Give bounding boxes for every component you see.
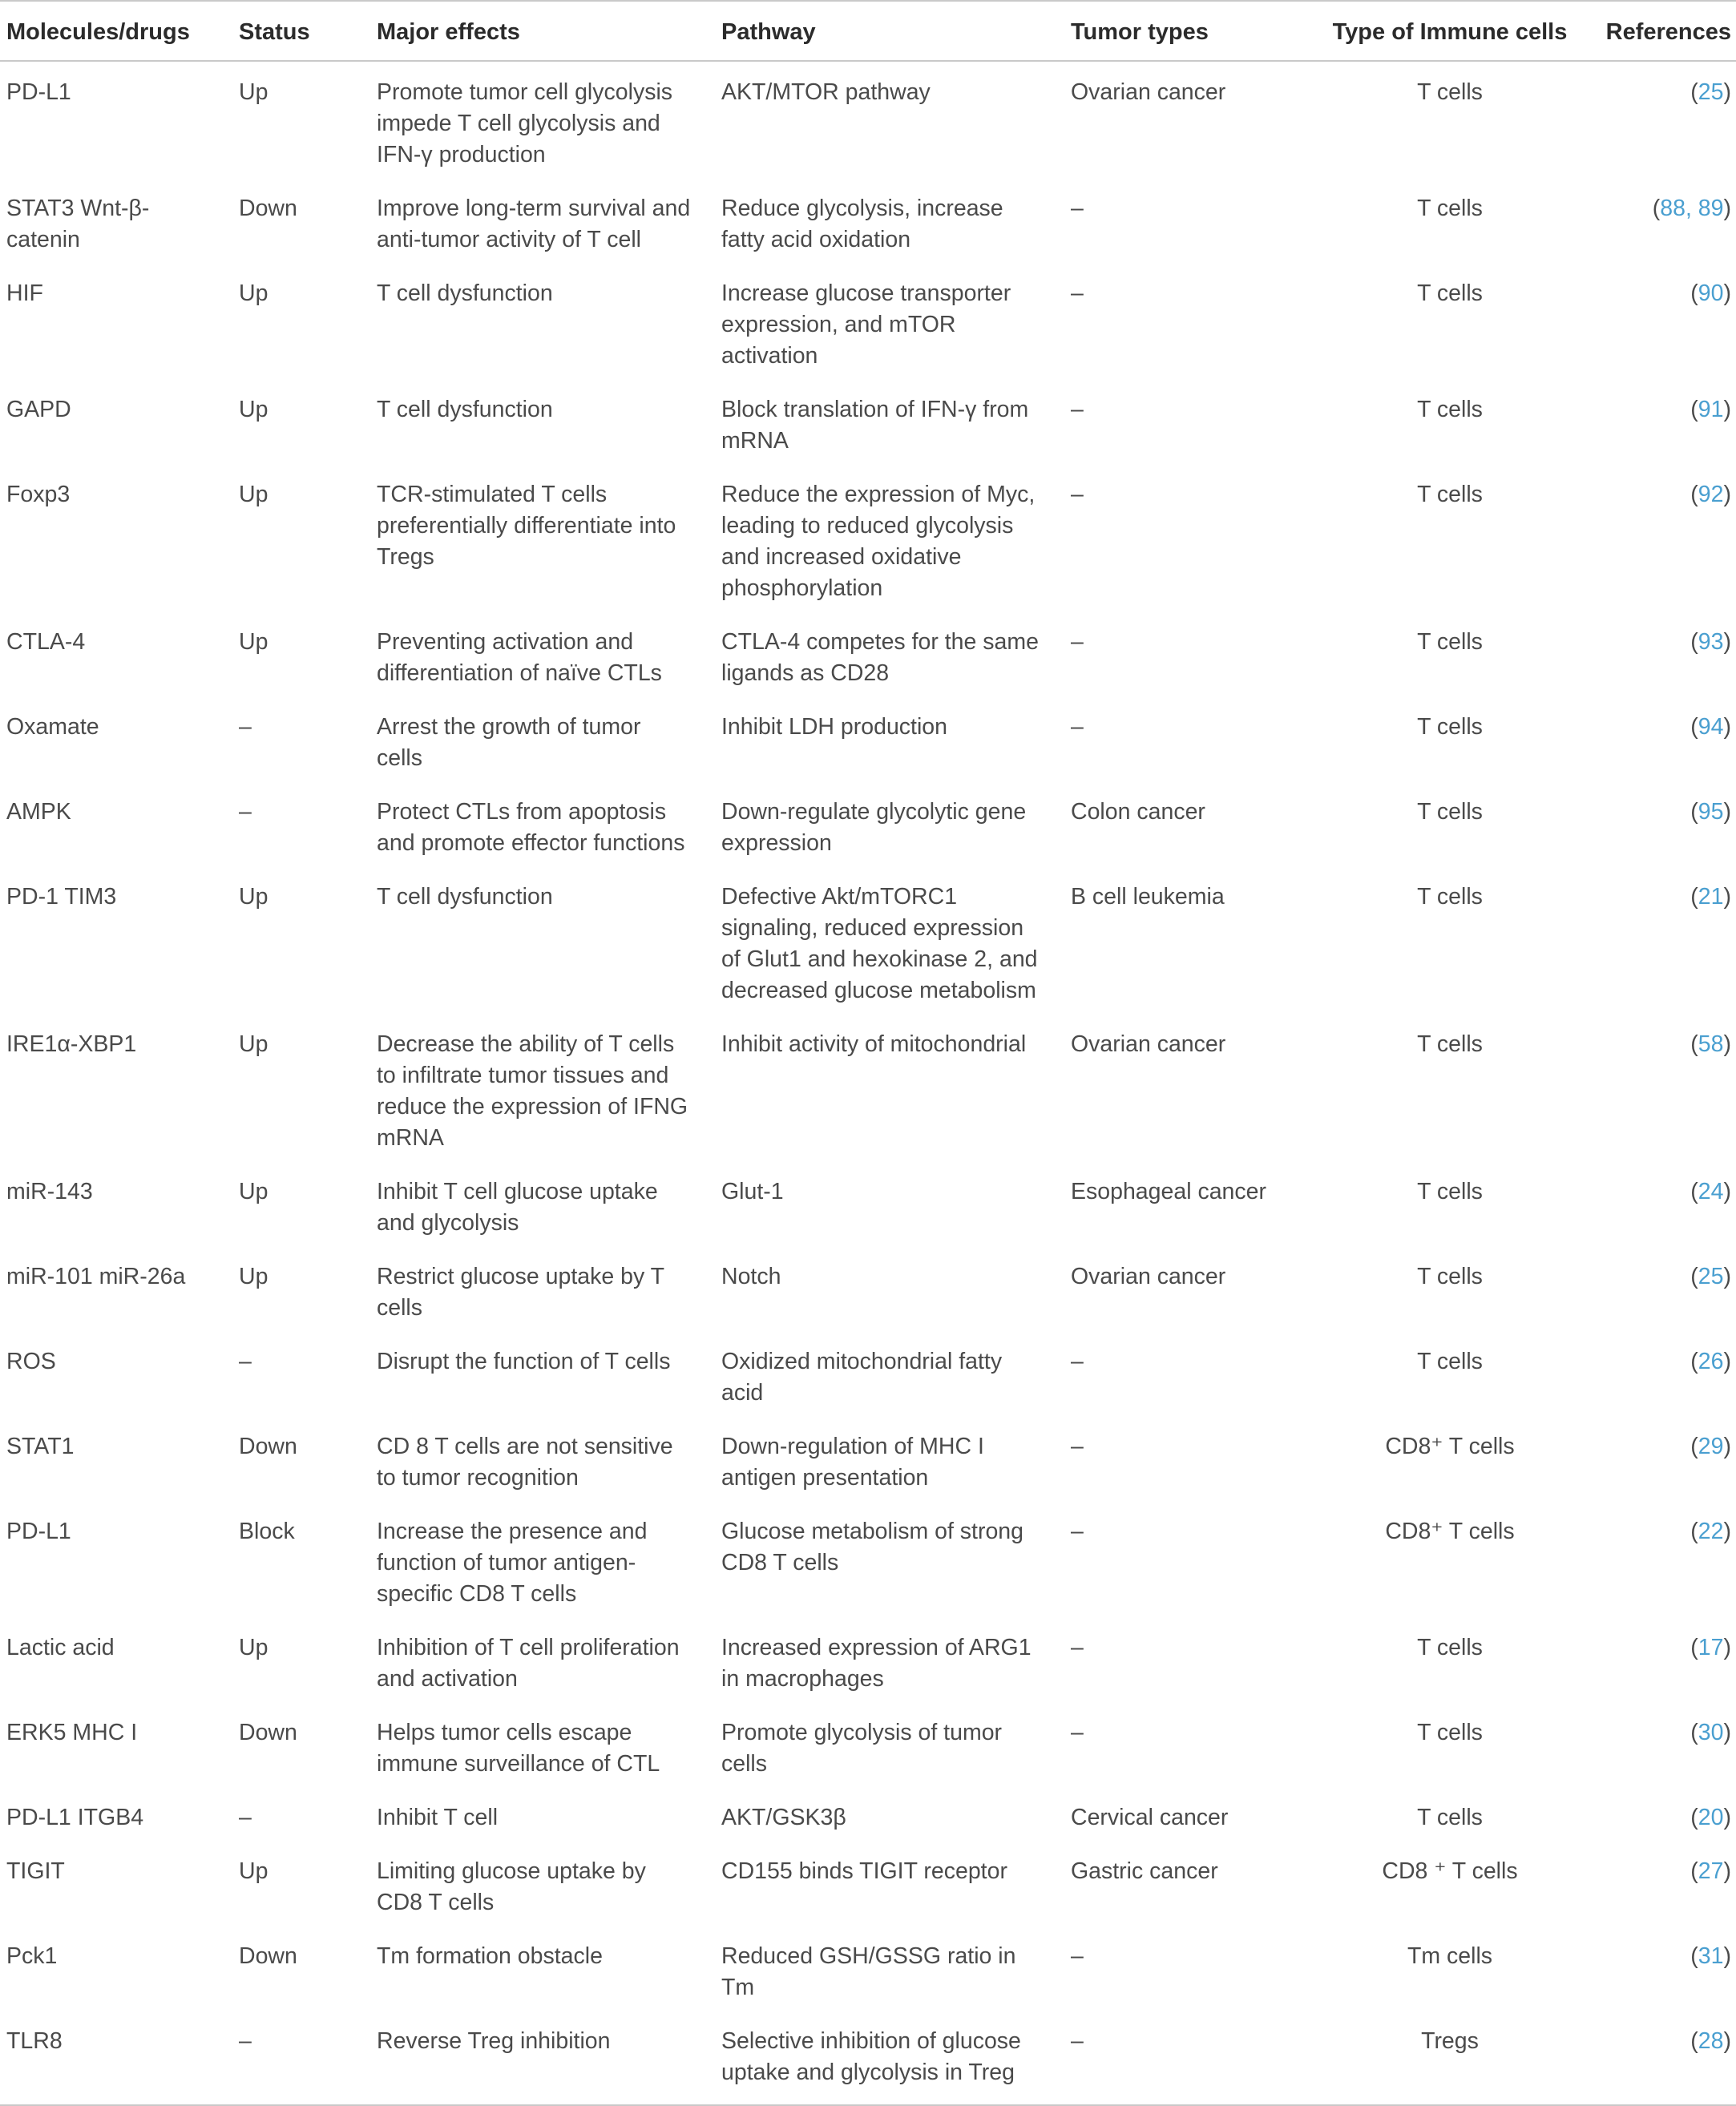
cell-immune-cells: T cells: [1417, 1805, 1483, 1830]
cell-reference: [1597, 379, 1736, 464]
table-row: [0, 866, 1736, 1014]
cell-status: Up: [239, 884, 268, 910]
ref-close-paren: ): [1723, 1943, 1731, 1969]
cell-major-effects: Reverse Treg inhibition: [370, 2011, 715, 2105]
cell-major-effects: Decrease the ability of T cells to infiltrate tumor tissues and reduce the expression of IFNG mRNA: [377, 1031, 688, 1151]
table-row: [0, 1926, 1736, 2011]
cell-reference: [1597, 1331, 1736, 1416]
ref-open-paren: (: [1690, 482, 1698, 507]
reference-link[interactable]: 28: [1698, 2028, 1724, 2054]
table-row: [0, 1841, 1736, 1926]
cell-tumor-type: –: [1071, 1434, 1084, 1459]
ref-close-paren: ): [1723, 79, 1731, 105]
table-row: [0, 1501, 1736, 1617]
ref-close-paren: ): [1723, 1858, 1731, 1884]
cell-status: Up: [239, 79, 268, 105]
cell-tumor-type: Ovarian cancer: [1071, 79, 1226, 105]
ref-close-paren: ): [1723, 1349, 1731, 1374]
cell-reference: [1597, 1841, 1736, 1926]
cell-tumor-type: Cervical cancer: [1071, 1805, 1229, 1830]
ref-close-paren: ): [1723, 1031, 1731, 1057]
cell-immune-cells: T cells: [1417, 196, 1483, 221]
cell-reference: [1597, 263, 1736, 379]
cell-immune-cells: Tregs: [1303, 2011, 1597, 2105]
cell-reference: [1597, 1246, 1736, 1331]
reference-link[interactable]: 27: [1698, 1858, 1724, 1884]
cell-tumor-type: –: [1071, 196, 1084, 221]
cell-tumor-type: Esophageal cancer: [1071, 1179, 1267, 1204]
ref-open-paren: (: [1690, 714, 1698, 740]
cell-status: Down: [239, 1943, 297, 1969]
cell-molecule: STAT1: [6, 1434, 75, 1459]
table-row: [0, 1702, 1736, 1787]
cell-status: –: [239, 1349, 252, 1374]
reference-link[interactable]: 30: [1698, 1720, 1724, 1745]
cell-status: Up: [239, 1179, 268, 1204]
cell-status: –: [239, 799, 252, 825]
table-row: [0, 696, 1736, 781]
cell-molecule: GAPD: [6, 397, 71, 422]
ref-open-paren: (: [1690, 280, 1698, 306]
cell-molecule: CTLA-4: [6, 629, 86, 655]
cell-pathway: Down-regulation of MHC I antigen presentation: [721, 1434, 984, 1491]
ref-close-paren: ): [1723, 1805, 1731, 1830]
cell-immune-cells: T cells: [1417, 884, 1483, 910]
cell-immune-cells: T cells: [1417, 714, 1483, 740]
cell-molecule: Lactic acid: [6, 1635, 115, 1660]
cell-immune-cells: T cells: [1417, 1031, 1483, 1057]
ref-open-paren: (: [1690, 884, 1698, 910]
ref-open-paren: (: [1690, 629, 1698, 655]
cell-pathway: AKT/GSK3β: [721, 1805, 846, 1830]
cell-molecule: TIGIT: [6, 1858, 65, 1884]
cell-reference: [1597, 1702, 1736, 1787]
ref-close-paren: ): [1723, 1434, 1731, 1459]
cell-reference: [1597, 781, 1736, 866]
table-body: [0, 61, 1736, 2105]
cell-immune-cells: T cells: [1417, 1635, 1483, 1660]
header-row: [0, 1, 1736, 61]
cell-immune-cells: T cells: [1417, 397, 1483, 422]
cell-major-effects: CD 8 T cells are not sensitive to tumor recognition: [377, 1434, 673, 1491]
cell-tumor-type: –: [1064, 2011, 1303, 2105]
reference-link[interactable]: 21: [1698, 884, 1724, 910]
cell-reference: [1597, 1926, 1736, 2011]
cell-tumor-type: –: [1071, 280, 1084, 306]
cell-molecule: ROS: [6, 1349, 56, 1374]
ref-close-paren: ): [1723, 629, 1731, 655]
ref-open-paren: (: [1690, 799, 1698, 825]
cell-molecule: PD-L1: [6, 79, 71, 105]
cell-status: –: [224, 2011, 370, 2105]
cell-reference: [1597, 61, 1736, 178]
cell-molecule: HIF: [6, 280, 43, 306]
cell-status: Block: [239, 1519, 295, 1544]
cell-immune-cells: T cells: [1417, 1720, 1483, 1745]
cell-status: Up: [239, 1635, 268, 1660]
cell-immune-cells: T cells: [1417, 1264, 1483, 1289]
cell-reference: [1597, 866, 1736, 1014]
cell-immune-cells: T cells: [1417, 799, 1483, 825]
cell-major-effects: Improve long-term survival and anti-tumor activity of T cell: [377, 196, 691, 252]
cell-major-effects: Inhibit T cell glucose uptake and glycolysis: [377, 1179, 658, 1236]
reference-link[interactable]: 88, 89: [1660, 196, 1724, 221]
reference-link[interactable]: 93: [1698, 629, 1724, 655]
table-row: [0, 1014, 1736, 1161]
cell-immune-cells: T cells: [1417, 629, 1483, 655]
cell-tumor-type: –: [1071, 629, 1084, 655]
ref-close-paren: ): [1723, 1179, 1731, 1204]
ref-close-paren: ): [1723, 1635, 1731, 1660]
cell-status: Up: [239, 280, 268, 306]
ref-open-paren: (: [1652, 196, 1661, 221]
cell-tumor-type: –: [1071, 1943, 1084, 1969]
table-row: [0, 781, 1736, 866]
ref-open-paren: (: [1690, 1179, 1698, 1204]
cell-immune-cells: T cells: [1417, 1349, 1483, 1374]
table-row: [0, 611, 1736, 696]
cell-molecule: STAT3 Wnt-β-catenin: [6, 196, 150, 252]
cell-immune-cells: T cells: [1417, 280, 1483, 306]
ref-close-paren: ): [1723, 1519, 1731, 1544]
cell-tumor-type: –: [1071, 1720, 1084, 1745]
cell-status: Down: [239, 1434, 297, 1459]
cell-pathway: Glut-1: [721, 1179, 784, 1204]
reference-link[interactable]: 24: [1698, 1179, 1724, 1204]
cell-reference: [1597, 696, 1736, 781]
reference-link[interactable]: 22: [1698, 1519, 1724, 1544]
cell-pathway: Defective Akt/mTORC1 signaling, reduced expression of Glut1 and hexokinase 2, and decreased glucose metabolism: [721, 884, 1038, 1003]
cell-status: Up: [239, 629, 268, 655]
ref-open-paren: (: [1690, 1943, 1698, 1969]
cell-tumor-type: Ovarian cancer: [1071, 1031, 1226, 1057]
table-row: [0, 1246, 1736, 1331]
cell-status: Up: [239, 1858, 268, 1884]
header-status: Status: [224, 1, 370, 61]
cell-pathway: Reduce the expression of Myc, leading to reduced glycolysis and increased oxidative phosphorylation: [721, 482, 1036, 601]
cell-reference: [1597, 1787, 1736, 1841]
cell-pathway: Increase glucose transporter expression, and mTOR activation: [721, 280, 1011, 369]
cell-status: Down: [239, 196, 297, 221]
ref-open-paren: (: [1690, 1434, 1698, 1459]
ref-open-paren: (: [1690, 397, 1698, 422]
ref-open-paren: (: [1690, 1720, 1698, 1745]
cell-tumor-type: –: [1071, 1635, 1084, 1660]
reference-link[interactable]: 92: [1698, 482, 1724, 507]
cell-reference: [1597, 178, 1736, 263]
cell-immune-cells: Tm cells: [1407, 1943, 1493, 1969]
table-row: [0, 263, 1736, 379]
cell-molecule: miR-143: [6, 1179, 93, 1204]
reference-link[interactable]: 26: [1698, 1349, 1724, 1374]
cell-status: Up: [239, 1031, 268, 1057]
ref-close-paren: ): [1723, 196, 1731, 221]
cell-molecule: IRE1α-XBP1: [6, 1031, 137, 1057]
cell-tumor-type: –: [1071, 397, 1084, 422]
reference-link[interactable]: 95: [1698, 799, 1724, 825]
cell-tumor-type: B cell leukemia: [1071, 884, 1225, 910]
cell-reference: [1597, 1161, 1736, 1246]
cell-immune-cells: CD8 ⁺ T cells: [1382, 1858, 1518, 1884]
cell-reference: [1597, 1416, 1736, 1501]
ref-open-paren: (: [1690, 2028, 1698, 2054]
cell-major-effects: Arrest the growth of tumor cells: [377, 714, 641, 771]
ref-close-paren: ): [1723, 799, 1731, 825]
cell-molecule: Oxamate: [6, 714, 99, 740]
cell-pathway: Oxidized mitochondrial fatty acid: [721, 1349, 1003, 1406]
header-immune-cells: Type of Immune cells: [1303, 1, 1597, 61]
cell-molecule: TLR8: [0, 2011, 224, 2105]
cell-major-effects: Limiting glucose uptake by CD8 T cells: [377, 1858, 646, 1915]
cell-status: Up: [239, 482, 268, 507]
cell-major-effects: Helps tumor cells escape immune surveillance of CTL: [377, 1720, 660, 1777]
reference-link[interactable]: 17: [1698, 1635, 1724, 1660]
cell-molecule: ERK5 MHC I: [6, 1720, 138, 1745]
reference-link[interactable]: 25: [1698, 1264, 1724, 1289]
cell-immune-cells: T cells: [1417, 1179, 1483, 1204]
cell-molecule: PD-L1 ITGB4: [6, 1805, 144, 1830]
cell-major-effects: Protect CTLs from apoptosis and promote effector functions: [377, 799, 685, 856]
cell-major-effects: Increase the presence and function of tumor antigen-specific CD8 T cells: [377, 1519, 648, 1607]
header-molecules: Molecules/drugs: [0, 1, 224, 61]
cell-tumor-type: Colon cancer: [1071, 799, 1205, 825]
cell-reference: [1597, 611, 1736, 696]
reference-link[interactable]: 25: [1698, 79, 1724, 105]
table-row: [0, 1787, 1736, 1841]
cell-major-effects: Disrupt the function of T cells: [377, 1349, 671, 1374]
ref-open-paren: (: [1690, 1635, 1698, 1660]
cell-major-effects: Inhibit T cell: [377, 1805, 499, 1830]
cell-major-effects: T cell dysfunction: [377, 884, 553, 910]
cell-immune-cells: T cells: [1417, 79, 1483, 105]
ref-open-paren: (: [1690, 1349, 1698, 1374]
table-header: [0, 1, 1736, 61]
header-pathway: Pathway: [715, 1, 1064, 61]
cell-tumor-type: –: [1071, 714, 1084, 740]
cell-status: –: [239, 1805, 252, 1830]
cell-major-effects: Promote tumor cell glycolysis impede T cell glycolysis and IFN-γ production: [377, 79, 673, 167]
cell-immune-cells: CD8⁺ T cells: [1385, 1434, 1515, 1459]
cell-major-effects: Restrict glucose uptake by T cells: [377, 1264, 664, 1321]
cell-pathway: Glucose metabolism of strong CD8 T cells: [721, 1519, 1023, 1575]
ref-close-paren: ): [1723, 884, 1731, 910]
table-row: [0, 1617, 1736, 1702]
table-row: [0, 61, 1736, 178]
cell-immune-cells: CD8⁺ T cells: [1385, 1519, 1515, 1544]
cell-major-effects: Inhibition of T cell proliferation and activation: [377, 1635, 680, 1692]
ref-open-paren: (: [1690, 1264, 1698, 1289]
header-tumor-types: Tumor types: [1064, 1, 1303, 61]
cell-pathway: Selective inhibition of glucose uptake and glycolysis in Treg: [715, 2011, 1064, 2105]
ref-close-paren: ): [1723, 397, 1731, 422]
cell-pathway: Increased expression of ARG1 in macrophages: [721, 1635, 1032, 1692]
header-effects: Major effects: [370, 1, 715, 61]
cell-status: Up: [239, 397, 268, 422]
ref-open-paren: (: [1690, 79, 1698, 105]
cell-tumor-type: –: [1071, 1519, 1084, 1544]
cell-pathway: CTLA-4 competes for the same ligands as CD28: [721, 629, 1039, 686]
cell-major-effects: Tm formation obstacle: [377, 1943, 603, 1969]
reference-link[interactable]: 31: [1698, 1943, 1724, 1969]
table-row: [0, 1331, 1736, 1416]
header-references: References: [1597, 1, 1736, 61]
ref-close-paren: ): [1723, 1264, 1731, 1289]
reference-link[interactable]: 91: [1698, 397, 1724, 422]
reference-link[interactable]: 58: [1698, 1031, 1724, 1057]
ref-close-paren: ): [1723, 2028, 1731, 2054]
cell-status: Up: [239, 1264, 268, 1289]
table-row: [0, 178, 1736, 263]
ref-close-paren: ): [1723, 1720, 1731, 1745]
reference-link[interactable]: 94: [1698, 714, 1724, 740]
reference-link[interactable]: 90: [1698, 280, 1724, 306]
cell-pathway: AKT/MTOR pathway: [721, 79, 931, 105]
cell-molecule: PD-L1: [6, 1519, 71, 1544]
ref-open-paren: (: [1690, 1858, 1698, 1884]
cell-status: Down: [239, 1720, 297, 1745]
cell-pathway: Reduced GSH/GSSG ratio in Tm: [721, 1943, 1016, 2000]
cell-reference: [1597, 1501, 1736, 1617]
cell-molecule: miR-101 miR-26a: [6, 1264, 186, 1289]
cell-major-effects: T cell dysfunction: [377, 280, 553, 306]
cell-reference: [1597, 464, 1736, 611]
ref-close-paren: ): [1723, 714, 1731, 740]
cell-pathway: CD155 binds TIGIT receptor: [721, 1858, 1007, 1884]
cell-reference: [1597, 1617, 1736, 1702]
cell-molecule: AMPK: [6, 799, 71, 825]
cell-tumor-type: –: [1071, 1349, 1084, 1374]
cell-pathway: Inhibit LDH production: [721, 714, 947, 740]
cell-immune-cells: T cells: [1417, 482, 1483, 507]
table-row: [0, 1416, 1736, 1501]
table-row: [0, 379, 1736, 464]
cell-molecule: Foxp3: [6, 482, 71, 507]
cell-molecule: PD-1 TIM3: [6, 884, 117, 910]
cell-pathway: Notch: [721, 1264, 781, 1289]
ref-open-paren: (: [1690, 1805, 1698, 1830]
table-row: [0, 464, 1736, 611]
cell-reference: [1597, 1014, 1736, 1161]
reference-link[interactable]: 29: [1698, 1434, 1724, 1459]
cell-tumor-type: Ovarian cancer: [1071, 1264, 1226, 1289]
cell-pathway: Reduce glycolysis, increase fatty acid oxidation: [721, 196, 1003, 252]
table-row: [0, 2011, 1736, 2105]
ref-close-paren: ): [1723, 482, 1731, 507]
cell-pathway: Down-regulate glycolytic gene expression: [721, 799, 1027, 856]
table-row: [0, 1161, 1736, 1246]
cell-major-effects: TCR-stimulated T cells preferentially differentiate into Tregs: [377, 482, 676, 570]
cell-status: –: [239, 714, 252, 740]
ref-open-paren: (: [1690, 1031, 1698, 1057]
cell-pathway: Block translation of IFN-γ from mRNA: [721, 397, 1029, 454]
ref-close-paren: ): [1723, 280, 1731, 306]
cell-reference: [1597, 2011, 1736, 2105]
cell-molecule: Pck1: [6, 1943, 58, 1969]
cell-tumor-type: Gastric cancer: [1071, 1858, 1218, 1884]
cell-pathway: Promote glycolysis of tumor cells: [721, 1720, 1003, 1777]
cell-major-effects: Preventing activation and differentiation of naïve CTLs: [377, 629, 662, 686]
cell-pathway: Inhibit activity of mitochondrial: [721, 1031, 1027, 1057]
cell-tumor-type: –: [1071, 482, 1084, 507]
reference-link[interactable]: 20: [1698, 1805, 1724, 1830]
cell-major-effects: T cell dysfunction: [377, 397, 553, 422]
ref-open-paren: (: [1690, 1519, 1698, 1544]
